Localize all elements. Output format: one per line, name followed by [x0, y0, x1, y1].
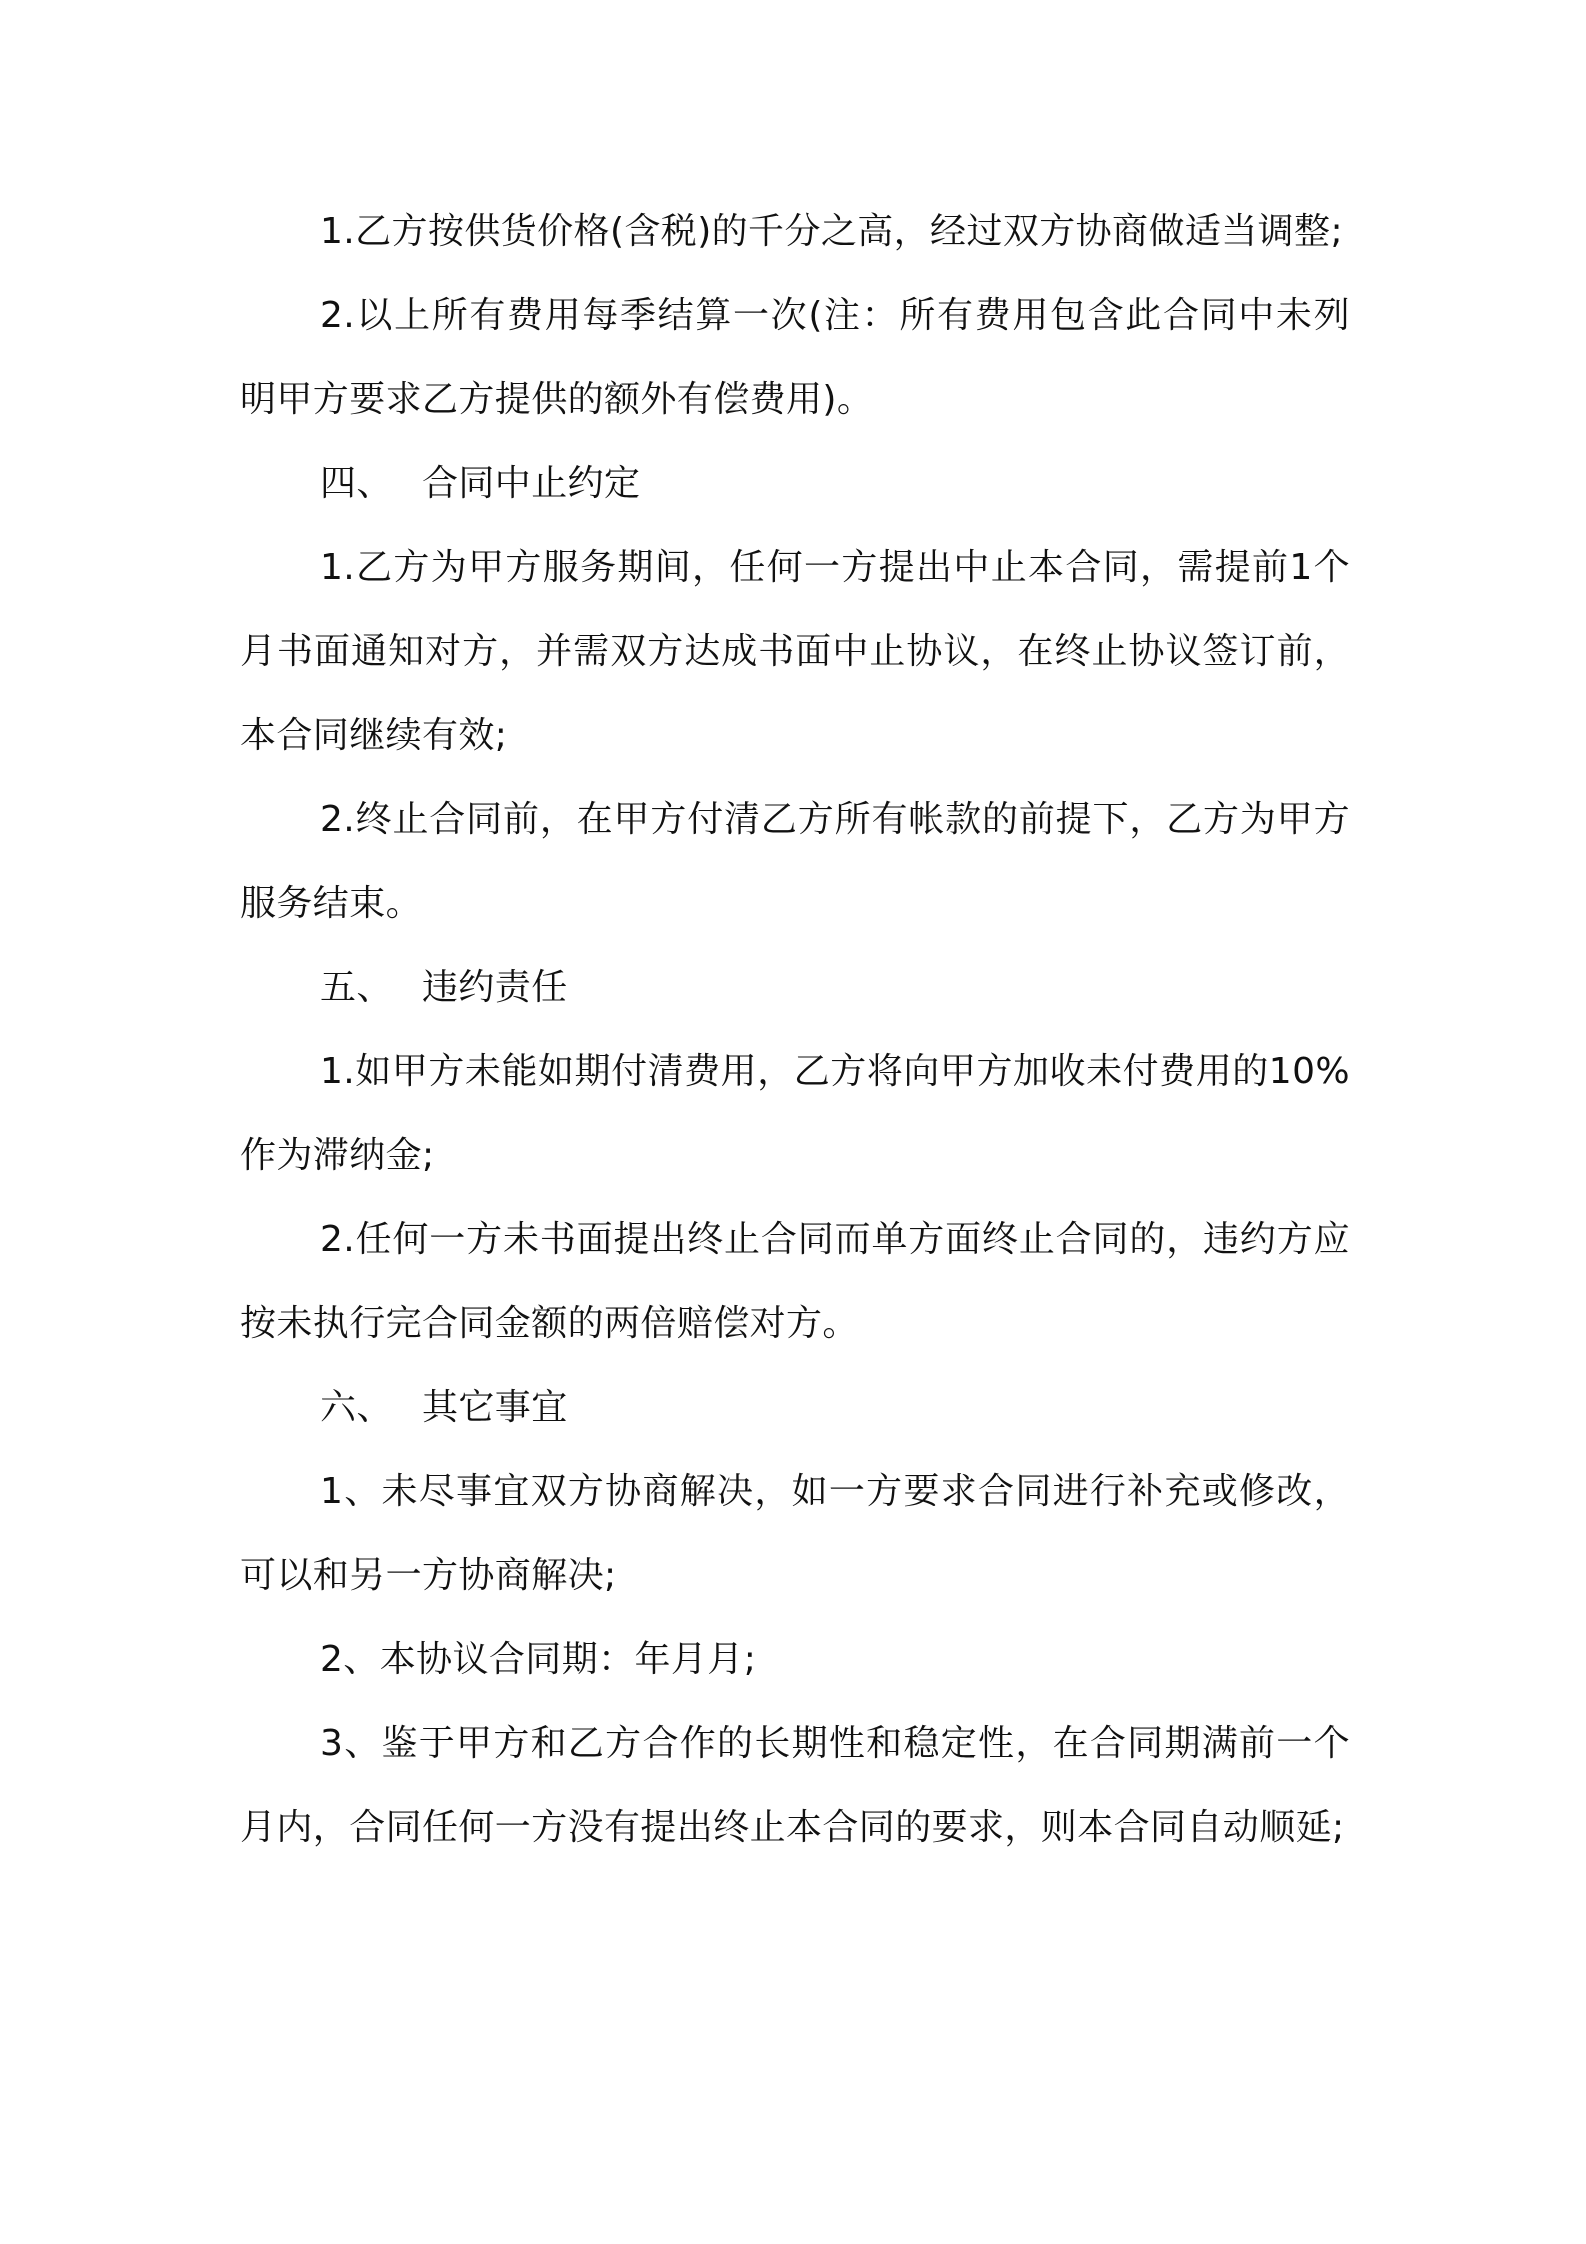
document-body: [240, 190, 1350, 1870]
section-number: 四、: [320, 463, 393, 504]
paragraph-auto-renewal: 3、鉴于甲方和乙方合作的长期性和稳定性，在合同期满前一个月内，合同任何一方没有提出终止本合同的要求，则本合同自动顺延;: [240, 1723, 1350, 1848]
paragraph-late-fee: 1.如甲方未能如期付清费用，乙方将向甲方加收未付费用的10%作为滞纳金;: [240, 1051, 1350, 1176]
section-heading-misc: [240, 1366, 1350, 1450]
section-number: 五、: [320, 967, 393, 1008]
paragraph-termination-settlement: 2.终止合同前，在甲方付清乙方所有帐款的前提下，乙方为甲方服务结束。: [240, 799, 1350, 924]
paragraph-quarterly-settlement: 2.以上所有费用每季结算一次(注：所有费用包含此合同中未列明甲方要求乙方提供的额外有偿费用)。: [240, 295, 1350, 420]
paragraph-termination-notice: 1.乙方为甲方服务期间，任何一方提出中止本合同，需提前1个月书面通知对方，并需双方达成书面中止协议，在终止协议签订前，本合同继续有效;: [240, 547, 1350, 756]
paragraph-pricing-adjustment: 1.乙方按供货价格(含税)的千分之高，经过双方协商做适当调整;: [320, 211, 1343, 252]
section-title: 合同中止约定: [422, 463, 641, 504]
section-number: 六、: [320, 1387, 393, 1428]
paragraph-contract-period: 2、本协议合同期：年月月;: [320, 1639, 757, 1680]
paragraph-breach-compensation: 2.任何一方未书面提出终止合同而单方面终止合同的，违约方应按未执行完合同金额的两倍赔偿对方。: [240, 1219, 1350, 1344]
section-title: 违约责任: [422, 967, 568, 1008]
paragraph-unresolved-matters: 1、未尽事宜双方协商解决，如一方要求合同进行补充或修改，可以和另一方协商解决;: [240, 1471, 1350, 1596]
section-title: 其它事宜: [422, 1387, 568, 1428]
section-heading-liability: [240, 946, 1350, 1030]
section-heading-termination: [240, 442, 1350, 526]
